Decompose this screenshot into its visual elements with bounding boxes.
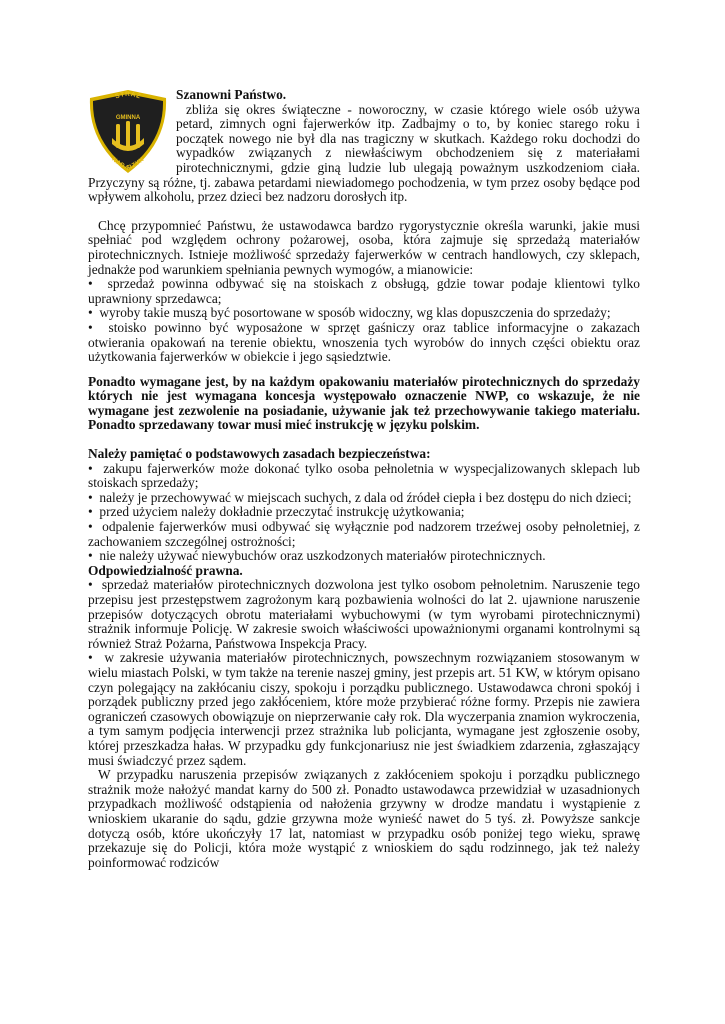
legal-heading: Odpowiedzialność prawna. bbox=[88, 562, 243, 578]
safety-bullet-1: • zakupu fajerwerków może dokonać tylko osoba pełnoletnia w wyspecjalizowanych sklepach lub stoiskach sprzedaży; bbox=[88, 462, 640, 491]
straz-gminna-logo bbox=[86, 88, 170, 174]
safety-bullet-3: • przed użyciem należy dokładnie przeczytać instrukcję użytkowania; bbox=[88, 505, 640, 520]
penalties-paragraph: W przypadku naruszenia przepisów związanych z zakłóceniem spokoju i porządku publicznego strażnik może nałożyć mandat karny do 500 zł. Ponadto ustawodawca przewidział w uzasadnionych przypadkach możliwość odstąpienia od nałożenia grzywny w drodze mandatu i wystąpienie z wnioskiem ukaranie do sądu, gdzie grzywna może wynieść nawet do 5 tyś. zł. Powyższe sankcje dotyczą osób, które ukończyły 17 lat, natomiast w przypadku osób poniżej tego wieku, sprawę przekazuje się do Policji, która może wystąpić z wnioskiem do sądu rodzinnego, jak też należy poinformować rodziców bbox=[88, 767, 640, 870]
requirement-bullet-1: • sprzedaż powinna odbywać się na stoiskach z obsługą, gdzie towar podaje klientowi tylko uprawniony sprzedawca; bbox=[88, 277, 640, 306]
requirements-paragraph: Chcę przypomnieć Państwu, że ustawodawca bardzo rygorystycznie określa warunki, jakie musi spełniać pod względem ochrony pożarowej, osoba, która zajmuje się sprzedażą materiałów pirotechnicznych. Istnieje możliwość sprzedaży fajerwerków w centrach handlowych, czy sklepach, jednakże pod warunkiem spełniania pewnych wymogów, a mianowicie: bbox=[88, 217, 640, 277]
legal-bullet-2: • w zakresie używania materiałów pirotechnicznych, powszechnym rozwiązaniem stosowanym w wielu miastach Polski, w tym także na terenie naszej gminy, jest przepis art. 51 KW, w którym opisano czyn polegający na zakłócaniu ciszy, spokoju i porządku publicznego. Ustawodawca chroni spokój i porządek publiczny przed jego zakłóceniem, które może przybierać różne formy. Przepis nie zawiera ograniczeń czasowych obowiązuje on nieprzerwanie cały rok. Dla wyczerpania znamion wykroczenia, a tym samym podjęcia interwencji przez strażnika lub policjanta, wymagane jest zgłoszenie osoby, której przeszkadza hałas. W przypadku gdy funkcjonariusz nie jest świadkiem zdarzenia, zgłaszający musi świadczyć przez sądem. bbox=[88, 651, 640, 768]
safety-bullet-2: • należy je przechowywać w miejscach suchych, z dala od źródeł ciepła i bez dostępu do nich dzieci; bbox=[88, 491, 640, 506]
logo-top-text: STRAŻ bbox=[114, 90, 142, 101]
logo-mid-text: GMINNA bbox=[115, 115, 141, 121]
safety-bullet-4: • odpalenie fajerwerków musi odbywać się wyłącznie pod nadzorem trzeźwej osoby pełnoletniej, z zachowaniem szczególnej ostrożności; bbox=[88, 520, 640, 549]
requirement-bullet-3: • stoisko powinno być wyposażone w sprzęt gaśniczy oraz tablice informacyjne o zakazach otwierania opakowań na terenie obiektu, wnoszenia tych wyrobów do innych części obiektu oraz użytkowania fajerwerków w obiekcie i jego sąsiedztwie. bbox=[88, 321, 640, 365]
requirement-bullet-2: • wyroby takie muszą być posortowane w sposób widoczny, wg klas dopuszczenia do sprzedaży; bbox=[88, 306, 640, 321]
wheat-icon bbox=[112, 121, 144, 151]
document-page bbox=[88, 88, 640, 870]
logo-bottom-text: NADARZYN bbox=[110, 155, 146, 173]
safety-heading: Należy pamiętać o podstawowych zasadach bezpieczeństwa: bbox=[88, 446, 431, 462]
nwp-paragraph: Ponadto wymagane jest, by na każdym opakowaniu materiałów pirotechnicznych do sprzedaży których nie jest wymagana koncesja występowało oznaczenie NWP, co wskazuje, że nie wymagane jest zezwolenie na posiadanie, używanie jak też przechowywanie takiego materiału. Ponadto sprzedawany towar musi mieć instrukcję w języku polskim. bbox=[88, 373, 640, 433]
safety-bullet-5: • nie należy używać niewybuchów oraz uszkodzonych materiałów pirotechnicznych. bbox=[88, 549, 640, 564]
legal-bullet-1: • sprzedaż materiałów pirotechnicznych dozwolona jest tylko osobom pełnoletnim. Naruszenie tego przepisu jest przestępstwem zagrożonym karą pozbawienia wolności do lat 2. ujawnione naruszenie przepisów dotyczących obrotu materiałami wybuchowymi (w tym wyrobami pirotechnicznymi) strażnik informuje Policję. W zakresie swoich właściwości upoważnionymi organami kontrolnymi są również Straż Pożarna, Państwowa Inspekcja Pracy. bbox=[88, 578, 640, 651]
greeting: Szanowni Państwo. bbox=[176, 87, 287, 102]
intro-paragraph: zbliża się okres świąteczne - noworoczny, w czasie którego wiele osób używa petard, zimnych ogni fajerwerków itp. Zadbajmy o to, by koniec starego roku i początek nowego nie był dla nas tragiczny w skutkach. Każdego roku dochodzi do wypadków związanych z niewłaściwym obchodzeniem się z materiałami pirotechnicznymi, gdzie giną ludzie lub ulegają poważnym uszkodzeniom ciała. Przyczyny są różne, tj. zabawa petardami niewiadomego pochodzenia, w tym przez osoby będące pod wpływem alkoholu, przez dzieci bez nadzoru dorosłych itp. bbox=[88, 101, 640, 205]
